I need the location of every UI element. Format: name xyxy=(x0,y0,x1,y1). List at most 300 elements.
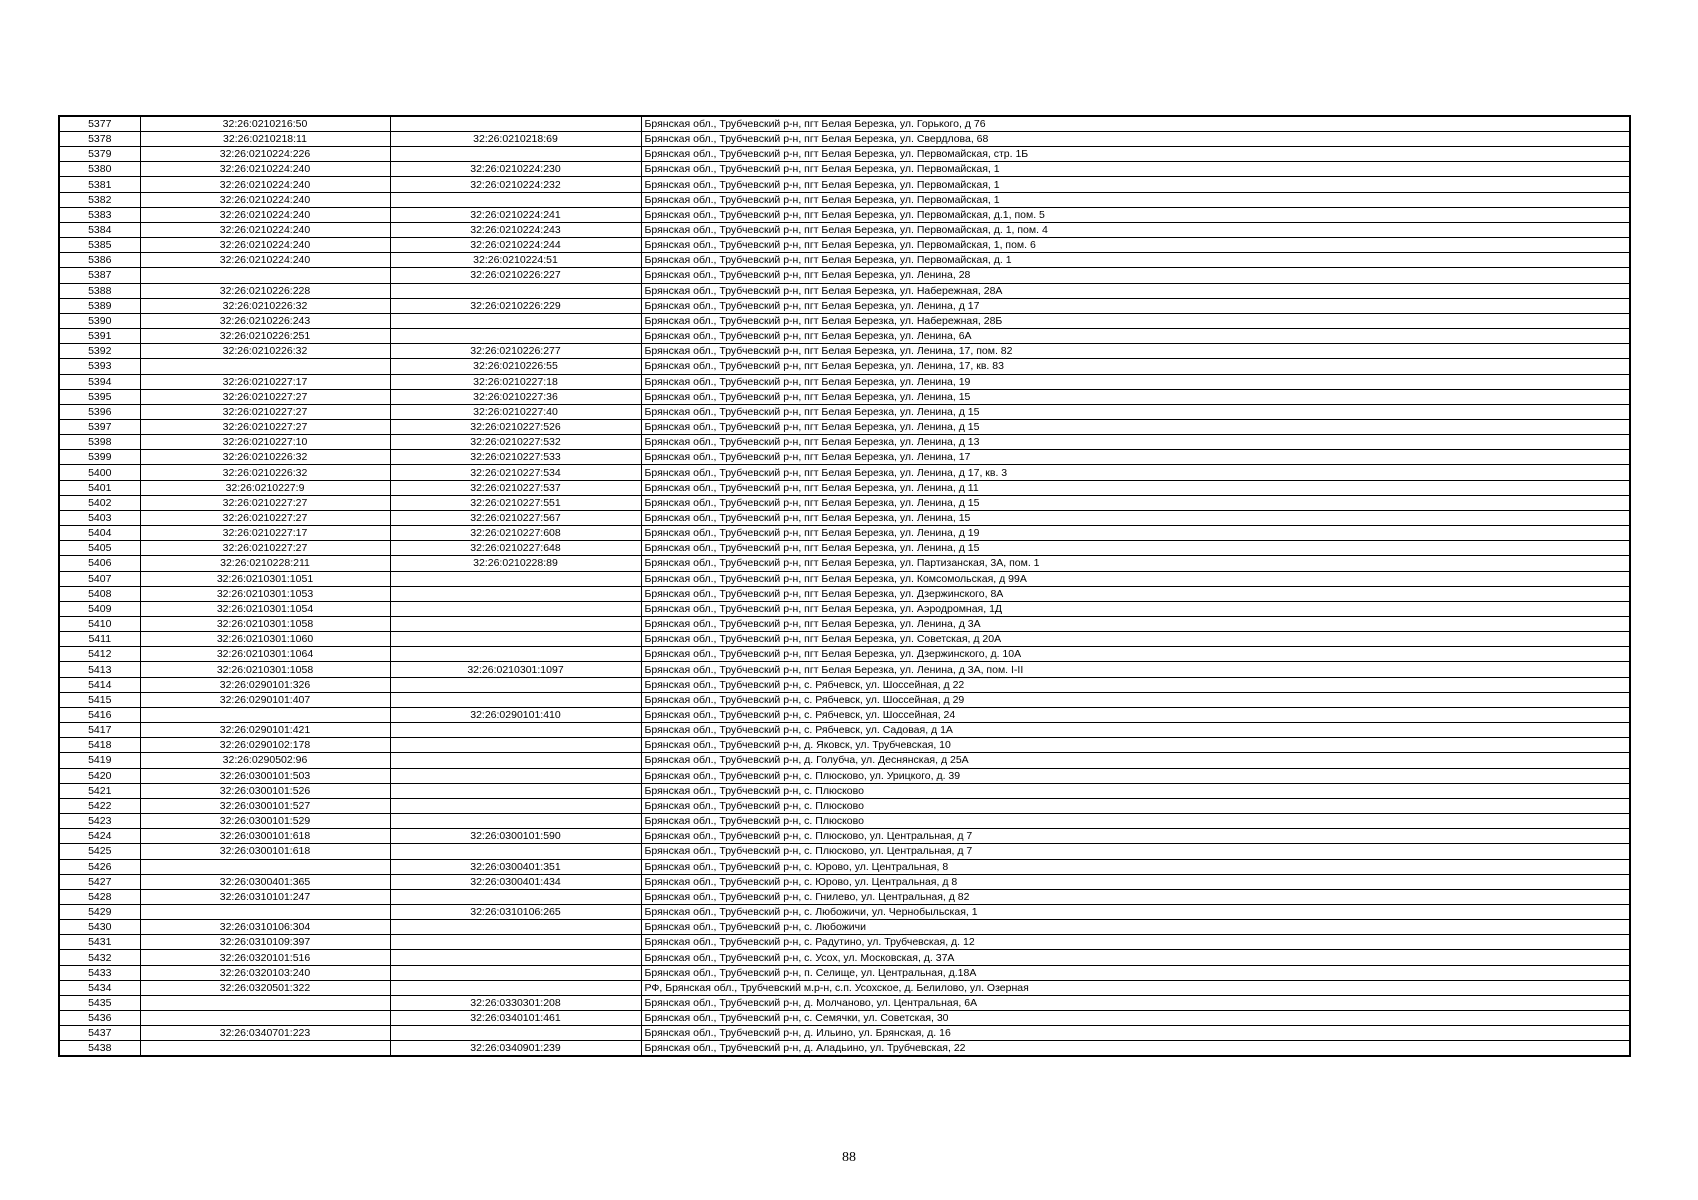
address-cell: Брянская обл., Трубчевский р-н, пгт Белая Березка, ул. Ленина, д 13 xyxy=(641,435,1630,450)
cadastral-number-cell: 32:26:0210301:1064 xyxy=(140,647,390,662)
related-cadastral-number-cell xyxy=(390,617,641,632)
row-number-cell: 5400 xyxy=(59,465,140,480)
related-cadastral-number-cell: 32:26:0210226:277 xyxy=(390,344,641,359)
related-cadastral-number-cell xyxy=(390,601,641,616)
row-number-cell: 5413 xyxy=(59,662,140,677)
table-row xyxy=(59,692,1630,707)
cadastral-number-cell: 32:26:0310106:304 xyxy=(140,920,390,935)
related-cadastral-number-cell: 32:26:0210227:526 xyxy=(390,419,641,434)
table-row xyxy=(59,389,1630,404)
related-cadastral-number-cell: 32:26:0300401:351 xyxy=(390,859,641,874)
cadastral-number-cell xyxy=(140,1011,390,1026)
table-row xyxy=(59,965,1630,980)
related-cadastral-number-cell xyxy=(390,283,641,298)
table-row xyxy=(59,783,1630,798)
table-row xyxy=(59,601,1630,616)
cadastral-number-cell: 32:26:0320103:240 xyxy=(140,965,390,980)
row-number-cell: 5408 xyxy=(59,586,140,601)
cadastral-number-cell: 32:26:0210218:11 xyxy=(140,132,390,147)
related-cadastral-number-cell: 32:26:0210227:532 xyxy=(390,435,641,450)
address-cell: Брянская обл., Трубчевский р-н, пгт Белая Березка, ул. Ленина, д 15 xyxy=(641,541,1630,556)
cadastral-number-cell xyxy=(140,904,390,919)
related-cadastral-number-cell xyxy=(390,814,641,829)
cadastral-number-cell: 32:26:0210226:32 xyxy=(140,344,390,359)
related-cadastral-number-cell xyxy=(390,920,641,935)
cadastral-number-cell: 32:26:0210224:240 xyxy=(140,222,390,237)
related-cadastral-number-cell: 32:26:0210224:230 xyxy=(390,162,641,177)
row-number-cell: 5432 xyxy=(59,950,140,965)
cadastral-number-cell: 32:26:0320101:516 xyxy=(140,950,390,965)
address-cell: Брянская обл., Трубчевский р-н, пгт Белая Березка, ул. Горького, д 76 xyxy=(641,116,1630,132)
table-row xyxy=(59,238,1630,253)
address-cell: Брянская обл., Трубчевский р-н, пгт Белая Березка, ул. Ленина, 17, кв. 83 xyxy=(641,359,1630,374)
related-cadastral-number-cell xyxy=(390,950,641,965)
address-cell: Брянская обл., Трубчевский р-н, с. Юрово, ул. Центральная, д 8 xyxy=(641,874,1630,889)
row-number-cell: 5402 xyxy=(59,495,140,510)
row-number-cell: 5387 xyxy=(59,268,140,283)
address-cell: Брянская обл., Трубчевский р-н, д. Голубча, ул. Деснянская, д 25А xyxy=(641,753,1630,768)
related-cadastral-number-cell: 32:26:0340101:461 xyxy=(390,1011,641,1026)
row-number-cell: 5414 xyxy=(59,677,140,692)
table-row xyxy=(59,980,1630,995)
cadastral-number-cell xyxy=(140,359,390,374)
table-row xyxy=(59,798,1630,813)
cadastral-number-cell: 32:26:0210226:32 xyxy=(140,465,390,480)
related-cadastral-number-cell: 32:26:0210224:51 xyxy=(390,253,641,268)
address-cell: Брянская обл., Трубчевский р-н, с. Плюсково xyxy=(641,798,1630,813)
related-cadastral-number-cell: 32:26:0210224:244 xyxy=(390,238,641,253)
related-cadastral-number-cell xyxy=(390,753,641,768)
table-row xyxy=(59,222,1630,237)
address-cell: Брянская обл., Трубчевский р-н, пгт Белая Березка, ул. Ленина, 6А xyxy=(641,329,1630,344)
cadastral-number-cell xyxy=(140,1041,390,1057)
address-cell: Брянская обл., Трубчевский р-н, с. Рябчевск, ул. Шоссейная, д 29 xyxy=(641,692,1630,707)
address-cell: Брянская обл., Трубчевский р-н, пгт Белая Березка, ул. Ленина, д 17, кв. 3 xyxy=(641,465,1630,480)
table-row xyxy=(59,510,1630,525)
row-number-cell: 5418 xyxy=(59,738,140,753)
row-number-cell: 5438 xyxy=(59,1041,140,1057)
row-number-cell: 5405 xyxy=(59,541,140,556)
cadastral-number-cell: 32:26:0210227:10 xyxy=(140,435,390,450)
cadastral-number-cell xyxy=(140,859,390,874)
cadastral-number-cell: 32:26:0300401:365 xyxy=(140,874,390,889)
related-cadastral-number-cell xyxy=(390,1026,641,1041)
row-number-cell: 5384 xyxy=(59,222,140,237)
row-number-cell: 5381 xyxy=(59,177,140,192)
table-row xyxy=(59,207,1630,222)
cadastral-number-cell: 32:26:0210226:32 xyxy=(140,450,390,465)
cadastral-number-cell: 32:26:0300101:527 xyxy=(140,798,390,813)
row-number-cell: 5393 xyxy=(59,359,140,374)
related-cadastral-number-cell: 32:26:0210227:40 xyxy=(390,404,641,419)
cadastral-number-cell: 32:26:0300101:503 xyxy=(140,768,390,783)
cadastral-number-cell: 32:26:0210226:243 xyxy=(140,313,390,328)
related-cadastral-number-cell: 32:26:0210227:36 xyxy=(390,389,641,404)
table-row xyxy=(59,556,1630,571)
row-number-cell: 5407 xyxy=(59,571,140,586)
table-row xyxy=(59,450,1630,465)
row-number-cell: 5434 xyxy=(59,980,140,995)
table-row xyxy=(59,571,1630,586)
cadastral-number-cell: 32:26:0210228:211 xyxy=(140,556,390,571)
table-row xyxy=(59,950,1630,965)
related-cadastral-number-cell xyxy=(390,571,641,586)
address-cell: Брянская обл., Трубчевский р-н, д. Ильино, ул. Брянская, д. 16 xyxy=(641,1026,1630,1041)
cadastral-number-cell: 32:26:0210224:240 xyxy=(140,192,390,207)
row-number-cell: 5429 xyxy=(59,904,140,919)
related-cadastral-number-cell xyxy=(390,116,641,132)
cadastral-number-cell: 32:26:0210227:27 xyxy=(140,495,390,510)
related-cadastral-number-cell xyxy=(390,768,641,783)
cadastral-number-cell: 32:26:0300101:526 xyxy=(140,783,390,798)
address-cell: Брянская обл., Трубчевский р-н, пгт Белая Березка, ул. Ленина, 17 xyxy=(641,450,1630,465)
related-cadastral-number-cell xyxy=(390,632,641,647)
related-cadastral-number-cell: 32:26:0340901:239 xyxy=(390,1041,641,1057)
related-cadastral-number-cell: 32:26:0210228:89 xyxy=(390,556,641,571)
table-row xyxy=(59,162,1630,177)
table-row xyxy=(59,132,1630,147)
property-table-body xyxy=(59,116,1630,1056)
table-row xyxy=(59,177,1630,192)
address-cell: Брянская обл., Трубчевский р-н, пгт Белая Березка, ул. Ленина, 19 xyxy=(641,374,1630,389)
table-row xyxy=(59,329,1630,344)
address-cell: Брянская обл., Трубчевский р-н, пгт Белая Березка, ул. Ленина, 15 xyxy=(641,389,1630,404)
related-cadastral-number-cell: 32:26:0210224:232 xyxy=(390,177,641,192)
address-cell: Брянская обл., Трубчевский р-н, с. Усох, ул. Московская, д. 37А xyxy=(641,950,1630,965)
row-number-cell: 5423 xyxy=(59,814,140,829)
cadastral-number-cell: 32:26:0210301:1054 xyxy=(140,601,390,616)
address-cell: Брянская обл., Трубчевский р-н, с. Плюсково xyxy=(641,783,1630,798)
cadastral-number-cell: 32:26:0210224:240 xyxy=(140,207,390,222)
row-number-cell: 5428 xyxy=(59,889,140,904)
address-cell: Брянская обл., Трубчевский р-н, пгт Белая Березка, ул. Ленина, 17, пом. 82 xyxy=(641,344,1630,359)
row-number-cell: 5399 xyxy=(59,450,140,465)
related-cadastral-number-cell xyxy=(390,965,641,980)
table-row xyxy=(59,707,1630,722)
address-cell: Брянская обл., Трубчевский р-н, пгт Белая Березка, ул. Комсомольская, д 99А xyxy=(641,571,1630,586)
related-cadastral-number-cell: 32:26:0330301:208 xyxy=(390,995,641,1010)
address-cell: Брянская обл., Трубчевский р-н, с. Рябчевск, ул. Шоссейная, д 22 xyxy=(641,677,1630,692)
address-cell: Брянская обл., Трубчевский р-н, пгт Белая Березка, ул. Первомайская, стр. 1Б xyxy=(641,147,1630,162)
related-cadastral-number-cell xyxy=(390,192,641,207)
cadastral-number-cell: 32:26:0210227:27 xyxy=(140,510,390,525)
related-cadastral-number-cell: 32:26:0210227:608 xyxy=(390,526,641,541)
row-number-cell: 5379 xyxy=(59,147,140,162)
cadastral-number-cell: 32:26:0210227:17 xyxy=(140,374,390,389)
row-number-cell: 5377 xyxy=(59,116,140,132)
cadastral-number-cell: 32:26:0210224:226 xyxy=(140,147,390,162)
table-row xyxy=(59,374,1630,389)
cadastral-number-cell: 32:26:0340701:223 xyxy=(140,1026,390,1041)
table-row xyxy=(59,1026,1630,1041)
related-cadastral-number-cell: 32:26:0300101:590 xyxy=(390,829,641,844)
related-cadastral-number-cell xyxy=(390,889,641,904)
cadastral-number-cell: 32:26:0210224:240 xyxy=(140,177,390,192)
cadastral-number-cell: 32:26:0210301:1060 xyxy=(140,632,390,647)
related-cadastral-number-cell: 32:26:0290101:410 xyxy=(390,707,641,722)
address-cell: Брянская обл., Трубчевский р-н, пгт Белая Березка, ул. Набережная, 28Б xyxy=(641,313,1630,328)
cadastral-number-cell: 32:26:0300101:618 xyxy=(140,829,390,844)
related-cadastral-number-cell xyxy=(390,313,641,328)
address-cell: Брянская обл., Трубчевский р-н, пгт Белая Березка, ул. Партизанская, 3А, пом. 1 xyxy=(641,556,1630,571)
cadastral-number-cell: 32:26:0320501:322 xyxy=(140,980,390,995)
address-cell: Брянская обл., Трубчевский р-н, пгт Белая Березка, ул. Ленина, д 15 xyxy=(641,404,1630,419)
related-cadastral-number-cell: 32:26:0210226:229 xyxy=(390,298,641,313)
cadastral-number-cell: 32:26:0210227:27 xyxy=(140,404,390,419)
cadastral-number-cell xyxy=(140,707,390,722)
address-cell: Брянская обл., Трубчевский р-н, пгт Белая Березка, ул. Первомайская, д.1, пом. 5 xyxy=(641,207,1630,222)
row-number-cell: 5403 xyxy=(59,510,140,525)
address-cell: Брянская обл., Трубчевский р-н, пгт Белая Березка, ул. Первомайская, 1 xyxy=(641,162,1630,177)
address-cell: Брянская обл., Трубчевский р-н, пгт Белая Березка, ул. Ленина, 15 xyxy=(641,510,1630,525)
address-cell: Брянская обл., Трубчевский р-н, пгт Белая Березка, ул. Ленина, д 3А xyxy=(641,617,1630,632)
row-number-cell: 5433 xyxy=(59,965,140,980)
address-cell: Брянская обл., Трубчевский р-н, с. Плюсково, ул. Урицкого, д. 39 xyxy=(641,768,1630,783)
row-number-cell: 5394 xyxy=(59,374,140,389)
address-cell: Брянская обл., Трубчевский р-н, пгт Белая Березка, ул. Дзержинского, 8А xyxy=(641,586,1630,601)
table-row xyxy=(59,147,1630,162)
row-number-cell: 5430 xyxy=(59,920,140,935)
related-cadastral-number-cell: 32:26:0210227:533 xyxy=(390,450,641,465)
table-row xyxy=(59,768,1630,783)
cadastral-number-cell: 32:26:0210224:240 xyxy=(140,238,390,253)
address-cell: Брянская обл., Трубчевский р-н, пгт Белая Березка, ул. Советская, д 20А xyxy=(641,632,1630,647)
row-number-cell: 5383 xyxy=(59,207,140,222)
cadastral-number-cell: 32:26:0210227:27 xyxy=(140,541,390,556)
related-cadastral-number-cell: 32:26:0210227:534 xyxy=(390,465,641,480)
row-number-cell: 5396 xyxy=(59,404,140,419)
cadastral-number-cell: 32:26:0210216:50 xyxy=(140,116,390,132)
row-number-cell: 5409 xyxy=(59,601,140,616)
table-row xyxy=(59,844,1630,859)
address-cell: Брянская обл., Трубчевский р-н, с. Гнилево, ул. Центральная, д 82 xyxy=(641,889,1630,904)
table-row xyxy=(59,662,1630,677)
related-cadastral-number-cell xyxy=(390,692,641,707)
row-number-cell: 5401 xyxy=(59,480,140,495)
address-cell: Брянская обл., Трубчевский р-н, пгт Белая Березка, ул. Ленина, д 11 xyxy=(641,480,1630,495)
address-cell: Брянская обл., Трубчевский р-н, с. Любожичи xyxy=(641,920,1630,935)
address-cell: Брянская обл., Трубчевский р-н, с. Плюсково, ул. Центральная, д 7 xyxy=(641,844,1630,859)
row-number-cell: 5404 xyxy=(59,526,140,541)
row-number-cell: 5422 xyxy=(59,798,140,813)
row-number-cell: 5398 xyxy=(59,435,140,450)
row-number-cell: 5420 xyxy=(59,768,140,783)
address-cell: Брянская обл., Трубчевский р-н, пгт Белая Березка, ул. Ленина, д 19 xyxy=(641,526,1630,541)
address-cell: Брянская обл., Трубчевский р-н, пгт Белая Березка, ул. Ленина, д 15 xyxy=(641,419,1630,434)
cadastral-number-cell: 32:26:0290101:421 xyxy=(140,723,390,738)
row-number-cell: 5389 xyxy=(59,298,140,313)
related-cadastral-number-cell xyxy=(390,783,641,798)
table-row xyxy=(59,404,1630,419)
cadastral-number-cell xyxy=(140,995,390,1010)
address-cell: Брянская обл., Трубчевский р-н, пгт Белая Березка, ул. Свердлова, 68 xyxy=(641,132,1630,147)
cadastral-number-cell: 32:26:0300101:529 xyxy=(140,814,390,829)
address-cell: Брянская обл., Трубчевский р-н, пгт Белая Березка, ул. Первомайская, 1 xyxy=(641,192,1630,207)
row-number-cell: 5410 xyxy=(59,617,140,632)
table-row xyxy=(59,904,1630,919)
property-table xyxy=(58,115,1631,1057)
table-row xyxy=(59,298,1630,313)
related-cadastral-number-cell xyxy=(390,147,641,162)
address-cell: Брянская обл., Трубчевский р-н, с. Рябчевск, ул. Садовая, д 1А xyxy=(641,723,1630,738)
table-row xyxy=(59,192,1630,207)
table-row xyxy=(59,480,1630,495)
related-cadastral-number-cell xyxy=(390,677,641,692)
row-number-cell: 5425 xyxy=(59,844,140,859)
table-row xyxy=(59,465,1630,480)
related-cadastral-number-cell: 32:26:0210227:551 xyxy=(390,495,641,510)
cadastral-number-cell xyxy=(140,268,390,283)
related-cadastral-number-cell: 32:26:0300401:434 xyxy=(390,874,641,889)
table-row xyxy=(59,1041,1630,1057)
cadastral-number-cell: 32:26:0210301:1058 xyxy=(140,662,390,677)
row-number-cell: 5416 xyxy=(59,707,140,722)
related-cadastral-number-cell xyxy=(390,723,641,738)
row-number-cell: 5431 xyxy=(59,935,140,950)
table-row xyxy=(59,829,1630,844)
row-number-cell: 5392 xyxy=(59,344,140,359)
related-cadastral-number-cell xyxy=(390,798,641,813)
address-cell: Брянская обл., Трубчевский р-н, пгт Белая Березка, ул. Ленина, д 15 xyxy=(641,495,1630,510)
row-number-cell: 5406 xyxy=(59,556,140,571)
table-row xyxy=(59,814,1630,829)
address-cell: Брянская обл., Трубчевский р-н, д. Яковск, ул. Трубчевская, 10 xyxy=(641,738,1630,753)
table-row xyxy=(59,116,1630,132)
table-row xyxy=(59,586,1630,601)
address-cell: Брянская обл., Трубчевский р-н, пгт Белая Березка, ул. Первомайская, 1, пом. 6 xyxy=(641,238,1630,253)
address-cell: Брянская обл., Трубчевский р-н, пгт Белая Березка, ул. Ленина, д 17 xyxy=(641,298,1630,313)
table-row xyxy=(59,359,1630,374)
address-cell: Брянская обл., Трубчевский р-н, с. Любожичи, ул. Чернобыльская, 1 xyxy=(641,904,1630,919)
cadastral-number-cell: 32:26:0310109:397 xyxy=(140,935,390,950)
table-row xyxy=(59,920,1630,935)
row-number-cell: 5419 xyxy=(59,753,140,768)
table-row xyxy=(59,632,1630,647)
address-cell: Брянская обл., Трубчевский р-н, п. Селище, ул. Центральная, д.18А xyxy=(641,965,1630,980)
cadastral-number-cell: 32:26:0210301:1058 xyxy=(140,617,390,632)
related-cadastral-number-cell xyxy=(390,935,641,950)
related-cadastral-number-cell: 32:26:0210227:537 xyxy=(390,480,641,495)
address-cell: Брянская обл., Трубчевский р-н, с. Плюсково, ул. Центральная, д 7 xyxy=(641,829,1630,844)
cadastral-number-cell: 32:26:0290101:407 xyxy=(140,692,390,707)
table-row xyxy=(59,419,1630,434)
row-number-cell: 5427 xyxy=(59,874,140,889)
row-number-cell: 5386 xyxy=(59,253,140,268)
table-row xyxy=(59,889,1630,904)
page-number: 88 xyxy=(842,1150,856,1165)
table-row xyxy=(59,995,1630,1010)
address-cell: Брянская обл., Трубчевский р-н, пгт Белая Березка, ул. Первомайская, д. 1 xyxy=(641,253,1630,268)
related-cadastral-number-cell xyxy=(390,844,641,859)
cadastral-number-cell: 32:26:0290101:326 xyxy=(140,677,390,692)
address-cell: Брянская обл., Трубчевский р-н, д. Молчаново, ул. Центральная, 6А xyxy=(641,995,1630,1010)
address-cell: Брянская обл., Трубчевский р-н, с. Радутино, ул. Трубчевская, д. 12 xyxy=(641,935,1630,950)
address-cell: Брянская обл., Трубчевский р-н, пгт Белая Березка, ул. Дзержинского, д. 10А xyxy=(641,647,1630,662)
address-cell: Брянская обл., Трубчевский р-н, д. Аладьино, ул. Трубчевская, 22 xyxy=(641,1041,1630,1057)
related-cadastral-number-cell xyxy=(390,738,641,753)
cadastral-number-cell: 32:26:0300101:618 xyxy=(140,844,390,859)
table-row xyxy=(59,738,1630,753)
table-row xyxy=(59,541,1630,556)
cadastral-number-cell: 32:26:0210224:240 xyxy=(140,162,390,177)
row-number-cell: 5382 xyxy=(59,192,140,207)
table-row xyxy=(59,677,1630,692)
related-cadastral-number-cell: 32:26:0210224:243 xyxy=(390,222,641,237)
address-cell: РФ, Брянская обл., Трубчевский м.р-н, с.п. Усохское, д. Белилово, ул. Озерная xyxy=(641,980,1630,995)
table-row xyxy=(59,313,1630,328)
table-row xyxy=(59,859,1630,874)
row-number-cell: 5415 xyxy=(59,692,140,707)
row-number-cell: 5388 xyxy=(59,283,140,298)
related-cadastral-number-cell: 32:26:0210227:567 xyxy=(390,510,641,525)
cadastral-number-cell: 32:26:0210226:32 xyxy=(140,298,390,313)
address-cell: Брянская обл., Трубчевский р-н, пгт Белая Березка, ул. Первомайская, 1 xyxy=(641,177,1630,192)
related-cadastral-number-cell xyxy=(390,586,641,601)
table-row xyxy=(59,268,1630,283)
related-cadastral-number-cell: 32:26:0210224:241 xyxy=(390,207,641,222)
row-number-cell: 5412 xyxy=(59,647,140,662)
table-row xyxy=(59,935,1630,950)
cadastral-number-cell: 32:26:0210227:27 xyxy=(140,419,390,434)
table-row xyxy=(59,647,1630,662)
table-row xyxy=(59,753,1630,768)
cadastral-number-cell: 32:26:0290502:96 xyxy=(140,753,390,768)
row-number-cell: 5385 xyxy=(59,238,140,253)
table-row xyxy=(59,435,1630,450)
row-number-cell: 5390 xyxy=(59,313,140,328)
cadastral-number-cell: 32:26:0210301:1051 xyxy=(140,571,390,586)
row-number-cell: 5435 xyxy=(59,995,140,1010)
table-row xyxy=(59,495,1630,510)
related-cadastral-number-cell xyxy=(390,980,641,995)
address-cell: Брянская обл., Трубчевский р-н, с. Семячки, ул. Советская, 30 xyxy=(641,1011,1630,1026)
row-number-cell: 5380 xyxy=(59,162,140,177)
table-row xyxy=(59,1011,1630,1026)
row-number-cell: 5411 xyxy=(59,632,140,647)
related-cadastral-number-cell: 32:26:0210226:55 xyxy=(390,359,641,374)
row-number-cell: 5378 xyxy=(59,132,140,147)
cadastral-number-cell: 32:26:0290102:178 xyxy=(140,738,390,753)
cadastral-number-cell: 32:26:0210227:9 xyxy=(140,480,390,495)
table-row xyxy=(59,344,1630,359)
cadastral-number-cell: 32:26:0210227:17 xyxy=(140,526,390,541)
related-cadastral-number-cell xyxy=(390,647,641,662)
address-cell: Брянская обл., Трубчевский р-н, пгт Белая Березка, ул. Набережная, 28А xyxy=(641,283,1630,298)
row-number-cell: 5421 xyxy=(59,783,140,798)
address-cell: Брянская обл., Трубчевский р-н, пгт Белая Березка, ул. Аэродромная, 1Д xyxy=(641,601,1630,616)
address-cell: Брянская обл., Трубчевский р-н, пгт Белая Березка, ул. Ленина, д 3А, пом. I-II xyxy=(641,662,1630,677)
cadastral-number-cell: 32:26:0210226:251 xyxy=(140,329,390,344)
row-number-cell: 5395 xyxy=(59,389,140,404)
table-row xyxy=(59,617,1630,632)
related-cadastral-number-cell: 32:26:0210301:1097 xyxy=(390,662,641,677)
row-number-cell: 5397 xyxy=(59,419,140,434)
cadastral-number-cell: 32:26:0210301:1053 xyxy=(140,586,390,601)
cadastral-number-cell: 32:26:0210224:240 xyxy=(140,253,390,268)
address-cell: Брянская обл., Трубчевский р-н, пгт Белая Березка, ул. Ленина, 28 xyxy=(641,268,1630,283)
table-row xyxy=(59,723,1630,738)
address-cell: Брянская обл., Трубчевский р-н, пгт Белая Березка, ул. Первомайская, д. 1, пом. 4 xyxy=(641,222,1630,237)
table-row xyxy=(59,874,1630,889)
cadastral-number-cell: 32:26:0210227:27 xyxy=(140,389,390,404)
table-row xyxy=(59,283,1630,298)
row-number-cell: 5417 xyxy=(59,723,140,738)
related-cadastral-number-cell: 32:26:0210226:227 xyxy=(390,268,641,283)
related-cadastral-number-cell: 32:26:0210227:18 xyxy=(390,374,641,389)
row-number-cell: 5426 xyxy=(59,859,140,874)
row-number-cell: 5436 xyxy=(59,1011,140,1026)
related-cadastral-number-cell: 32:26:0210218:69 xyxy=(390,132,641,147)
